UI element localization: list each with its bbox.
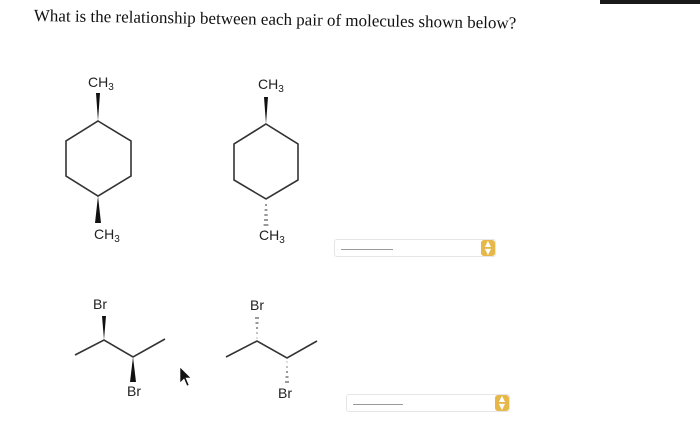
wedge-bond bbox=[95, 196, 101, 223]
answer-select-2[interactable] bbox=[346, 394, 510, 412]
label-ch3-1a-top: $CH_3$ bbox=[88, 74, 114, 93]
label-br-2b-top: Br bbox=[250, 297, 264, 313]
label-ch3-1b-top: $CH_3$ bbox=[258, 76, 284, 95]
select-placeholder-line bbox=[353, 404, 403, 405]
dropdown-arrows-icon[interactable]: ▲ ▼ bbox=[495, 395, 509, 411]
label-ch3-1b-bottom: $CH_3$ bbox=[259, 227, 285, 246]
wedge-bond bbox=[130, 357, 136, 382]
hashed-bond bbox=[264, 205, 269, 225]
label-ch3-1a-bottom: $CH_3$ bbox=[94, 226, 120, 245]
wedge-bond bbox=[264, 97, 268, 124]
wedge-bond bbox=[96, 93, 100, 121]
label-br-2a-bottom: Br bbox=[127, 383, 141, 399]
label-br-2b-bottom: Br bbox=[278, 385, 292, 401]
select-placeholder-line bbox=[341, 249, 393, 250]
molecule-1b bbox=[234, 76, 298, 246]
carbon-chain bbox=[226, 341, 317, 358]
hashed-bond bbox=[255, 318, 259, 338]
molecule-2b bbox=[226, 297, 317, 401]
dropdown-arrows-icon[interactable]: ▲ ▼ bbox=[481, 240, 495, 256]
molecule-2a bbox=[75, 296, 165, 399]
label-br-2a-top: Br bbox=[93, 296, 107, 312]
carbon-chain bbox=[75, 339, 165, 357]
mouse-cursor-icon bbox=[180, 367, 191, 386]
wedge-bond bbox=[102, 316, 106, 340]
question-text: What is the relationship between each pair of molecules shown below? bbox=[33, 6, 517, 33]
answer-select-1[interactable] bbox=[334, 239, 496, 257]
hashed-bond bbox=[285, 362, 289, 382]
cyclohexane-ring bbox=[234, 124, 298, 199]
molecule-1a bbox=[66, 74, 131, 245]
cyclohexane-ring bbox=[66, 121, 131, 196]
